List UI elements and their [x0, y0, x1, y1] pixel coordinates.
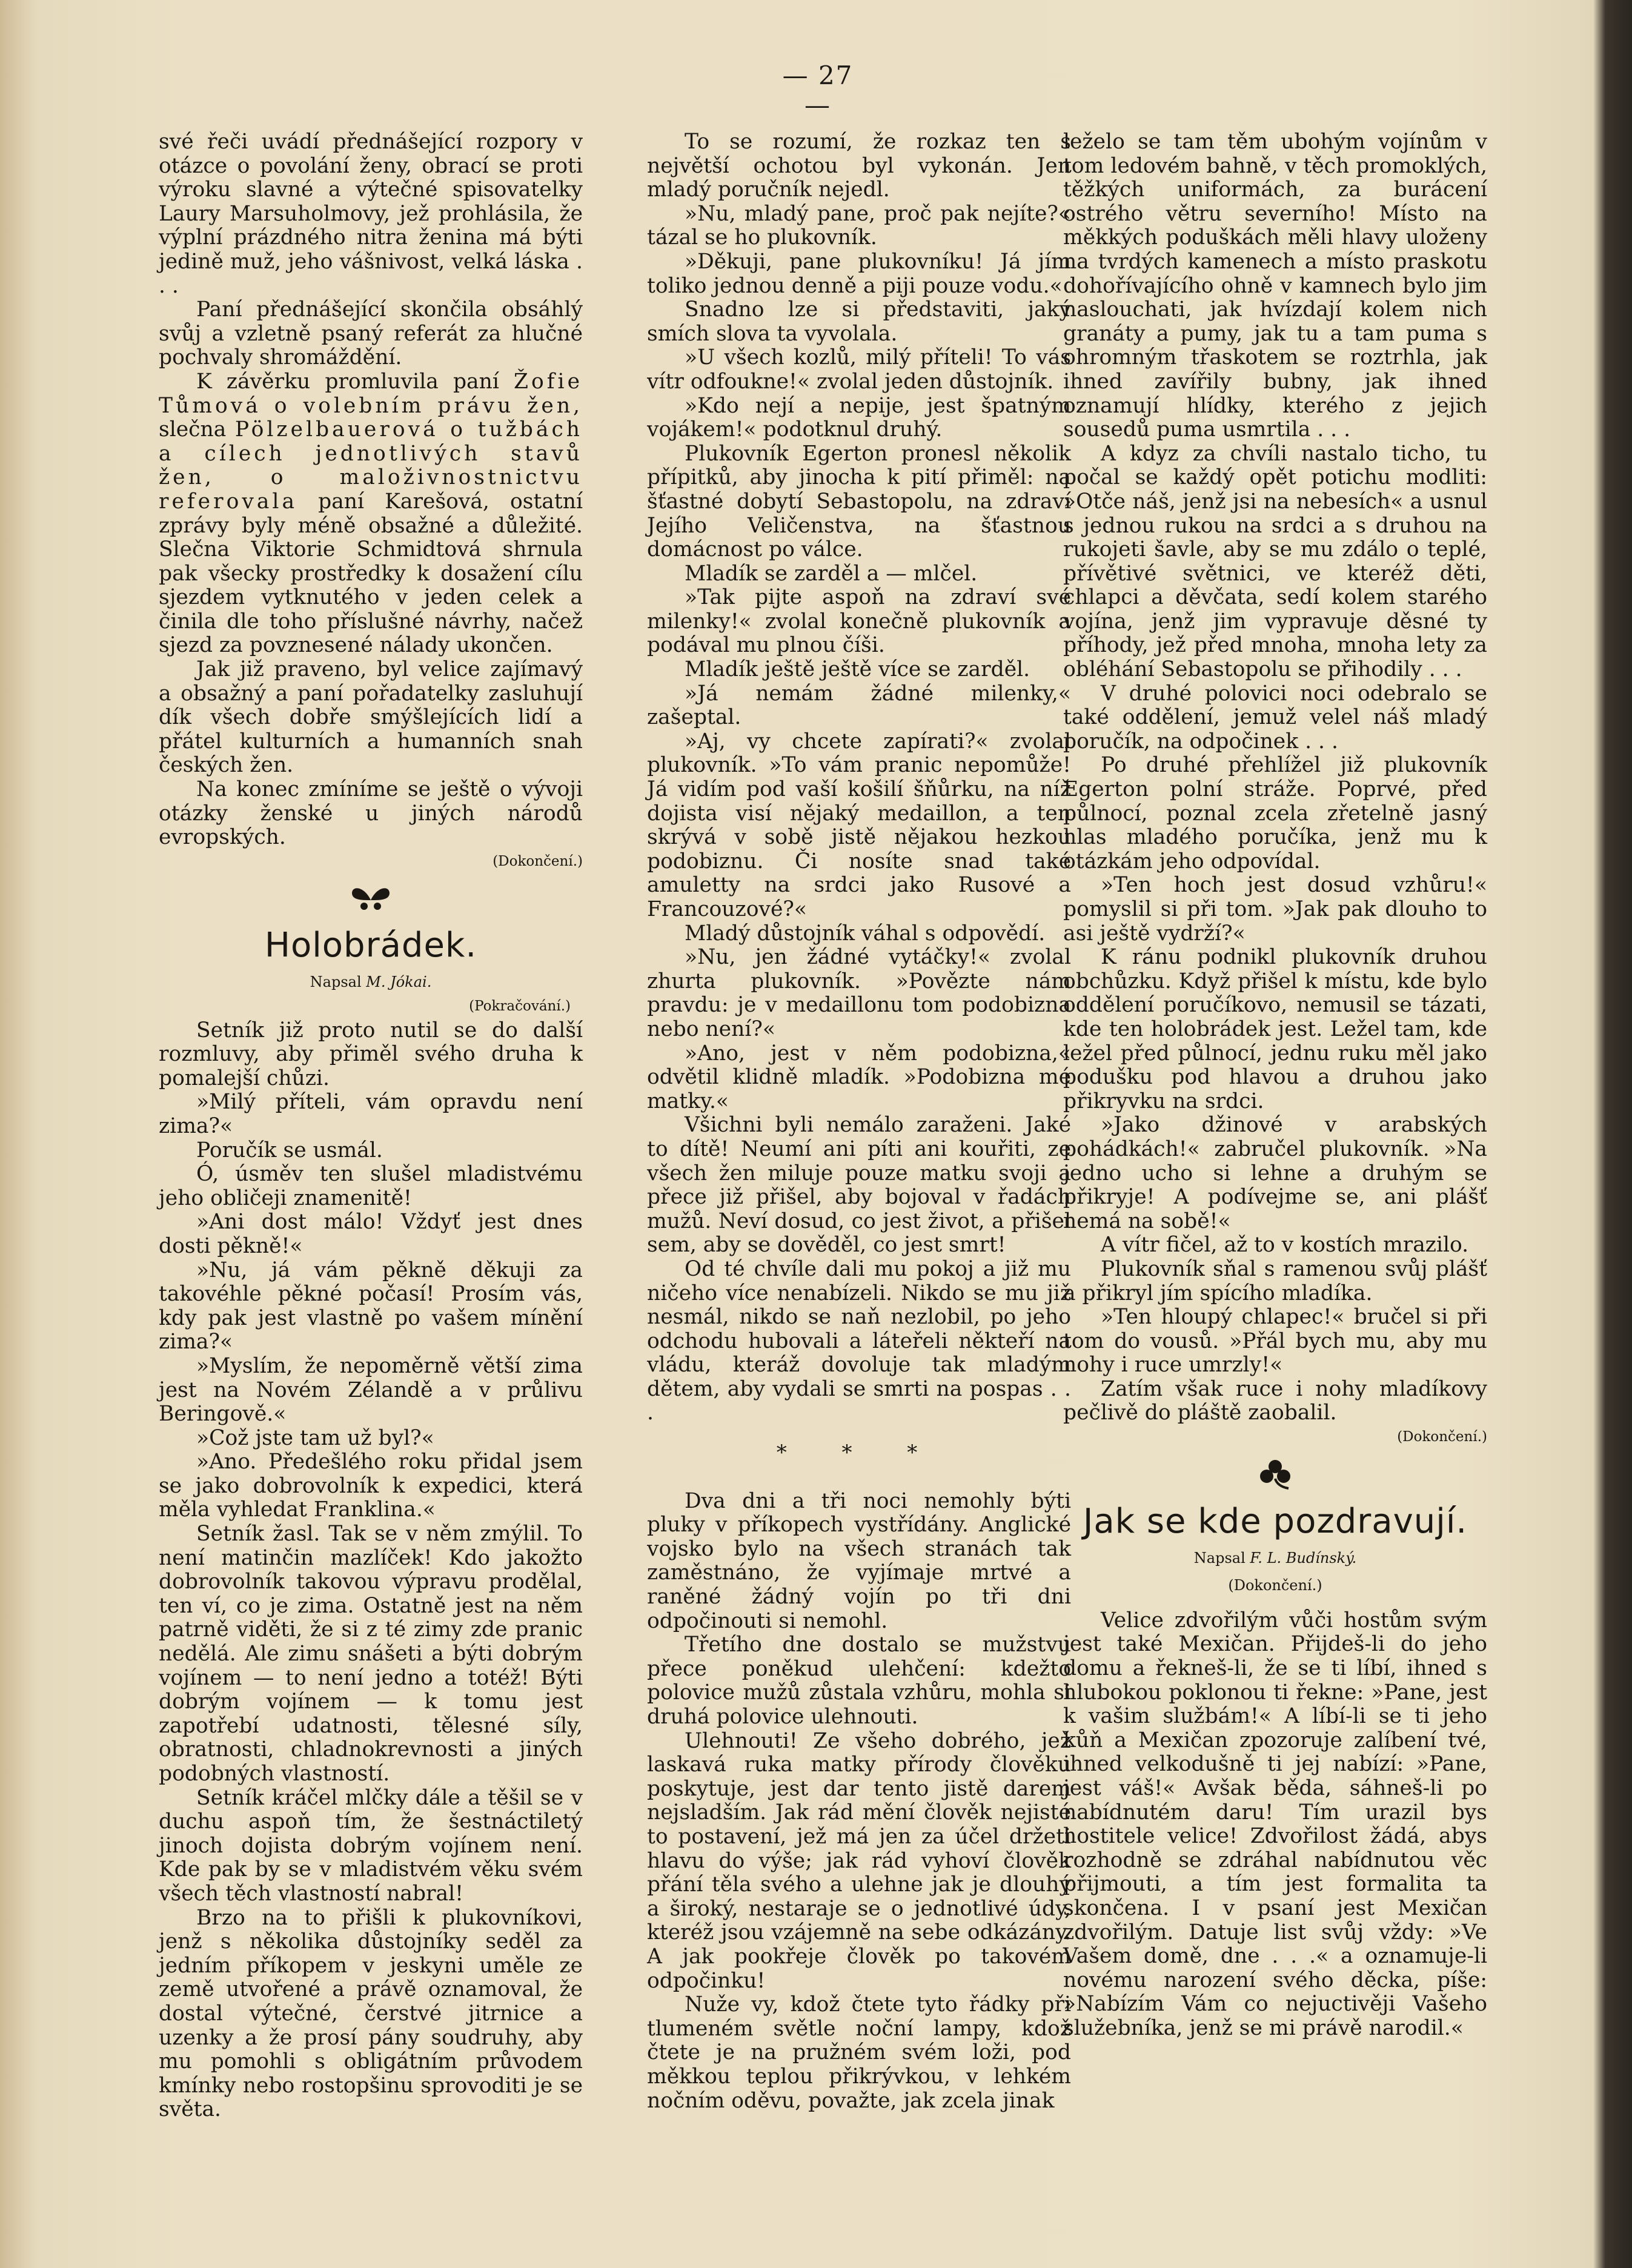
paragraph: »Ani dost málo! Vždyť jest dnes dosti pěkně!«	[159, 1210, 583, 1258]
paragraph: Dva dni a tři noci nemohly býti pluky v příkopech vystřídány. Anglické vojsko bylo na všech stranách tak zaměstnáno, že vyjímaje mrtvé a raněné žádný vojín po tři dni odpočinouti si nemohl.	[647, 1488, 1071, 1633]
text-run: paní Karešová, ostatní zprávy byly méně obsažné a důležité. Slečna Viktorie Schmidtová shrnula pak všecky prostředky k dosažení cílu sjezdem vytknutého v jeden celek a činila dle toho příslušné návrhy, načež sjezd za povznesené nálady ukončen.	[159, 489, 583, 658]
story-title: Holobrádek.	[264, 926, 477, 966]
text-run: slečna	[159, 417, 235, 442]
paragraph: Nuže vy, kdož čtete tyto řádky při tlumeném světle noční lampy, kdož čtete je na pružném svém loži, pod měkkou teplou přikrývkou, v lehkém nočním oděvu, považte, jak zcela jinak	[647, 1992, 1071, 2113]
text-run: o	[214, 465, 340, 490]
paragraph: Plukovník sňal s ramenou svůj plášť a přikryl jím spícího mladíka.	[1063, 1256, 1487, 1305]
paragraph: Snadno lze si představiti, jaký smích slova ta vyvolala.	[647, 297, 1071, 346]
column-right	[1063, 130, 1487, 2041]
paragraph: »Kdo nejí a nepije, jest špatným vojákem!« podotknul druhý.	[647, 393, 1071, 442]
article-byline	[1063, 1547, 1487, 1571]
paragraph: Setník žasl. Tak se v něm zmýlil. To není matinčin mazlíček! Kdo jakožto dobrovolník takovou výpravu prodělal, ten ví, co je zima. Ostatně jest na něm patrně viděti, že si z té zimy zde pranic nedělá. Ale zimu snášeti a býti dobrým vojínem — to není jedno a totéž! Býti dobrým vojínem — k tomu jest zapotřebí udatnosti, tělesné síly, obratnosti, chladnokrevnosti a jiných podobných vlastností.	[159, 1522, 583, 1786]
spaced-text: maloživnostnictvu referovala	[159, 465, 583, 514]
paragraph: »Ten hloupý chlapec!« bručel si při tom do vousů. »Přál bych mu, aby mu nohy i ruce umrzly!«	[1063, 1305, 1487, 1378]
paragraph: »U všech kozlů, milý příteli! To vás vítr odfoukne!« zvolal jeden důstojník.	[647, 345, 1071, 394]
article-author: F. L. Budínský.	[1250, 1549, 1357, 1567]
paragraph: V druhé polovici noci odebralo se také oddělení, jemuž velel náš mladý poručík, na odpočinek . . .	[1063, 681, 1487, 754]
continuation-note: (Dokončení.)	[1397, 1429, 1487, 1445]
continuation-note: (Pokračování.)	[469, 998, 571, 1014]
byline-prefix: Napsal	[1193, 1549, 1250, 1567]
paragraph: Plukovník Egerton pronesl několik přípitků, aby jinocha k pití přiměl: na šťastné dobytí Sebastopolu, na zdraví Jejího Veličenstva, na šťastnou domácnost po válce.	[647, 441, 1071, 562]
paragraph: Mladík se zarděl a — mlčel.	[685, 561, 978, 586]
paragraph: Brzo na to přišli k plukovníkovi, jenž s několika důstojníky seděl za jedním příkopem v jeskyni uměle ze země utvořené a právě oznamoval, že dostal výtečné, čerstvé jitrnice a uzenky a že prosí pány soudruhy, aby mu pomohli s obligátním průvodem kmínky nebo rostopšinu sprovoditi je se světa.	[159, 1905, 583, 2122]
continuation-note: (Dokončení.)	[493, 853, 583, 869]
paragraph: Velice zdvořilým vůči hostům svým jest také Mexičan. Přijdeš-li do jeho domu a řekneš-li, že se ti líbí, ihned s hlubokou poklonou ti řekne: »Pane, jest k vašim službám!« A líbí-li se ti jeho kůň a Mexičan zpozoruje zalíbení tvé, ihned velkodušně ti jej nabízí: »Pane, jest váš!« Avšak běda, sáhneš-li po nabídnutém daru! Tím urazil bys hostitele velice! Zdvořilost žádá, abys rozhodně se zdráhal nabídnutou věc přijmouti, a tím jest formalita ta skončena. I v psaní jest Mexičan zdvořilým. Datuje list svůj vždy: »Ve Vašem domě, dne . . .« a oznamuje-li novému narození svého děcka, píše: »Nabízím Vám co nejuctivěji Vašeho služebníka, jenž se mi právě narodil.«	[1063, 1608, 1487, 2040]
paragraph: Zatím však ruce i nohy mladíkovy pečlivě do pláště zaobalil.	[1063, 1376, 1487, 1425]
continuation-note: (Dokončení.)	[1228, 1577, 1322, 1594]
paragraph: »Což jste tam už byl?«	[196, 1425, 434, 1450]
byline-prefix: Napsal	[310, 973, 367, 991]
column-middle	[647, 130, 1071, 2113]
paragraph: A kdyz za chvíli nastalo ticho, tu počal se každý opět potichu modliti: »Otče náš, jenž jsi na nebesích« a usnul s jednou rukou na srdci a s druhou na rukojeti šavle, aby se mu zdálo o teplé, přívětivé světnici, ve kteréž děti, chlapci a děvčata, sedí kolem starého vojína, jenž jim vypravuje děsné ty příhody, jež před mnoha, mnoha lety za obléhání Sebastopolu se přihodily . . .	[1063, 441, 1487, 682]
paragraph: »Ten hoch jest dosud vzhůru!« pomyslil si při tom. »Jak pak dlouho to asi ještě vydrží?«	[1063, 873, 1487, 946]
paragraph: »Nu, já vám pěkně děkuji za takovéhle pěkné počasí! Prosím vás, kdy pak jest vlastně po vašem mínění zima?«	[159, 1258, 583, 1354]
paragraph: Třetího dne dostalo se mužstvu přece poněkud ulehčení: kdežto polovice mužů zůstala vzhůru, mohla si druhá polovice ulehnouti.	[647, 1633, 1071, 1729]
paragraph: »Já nemám žádné milenky,« zašeptal.	[647, 681, 1071, 730]
paragraph: Od té chvíle dali mu pokoj a již mu ničeho více nenabízeli. Nikdo se mu již nesmál, nikdo se naň nezlobil, po jeho odchodu hubovali a láteřeli někteří na vládu, kteráž dovoluje tak mladým dětem, aby vydali se smrti na pospas . . .	[647, 1256, 1071, 1425]
paragraph: »Aj, vy chcete zapírati?« zvolal plukovník. »To vám pranic nepomůže! Já vidím pod vaší košilí šňůrku, na níž dojista visí nějaký medaillon, a ten skrývá v sobě jistě nějakou hezkou podobiznu. Či nosíte snad také amuletty na srdci jako Rusové a Francouzové?«	[647, 729, 1071, 921]
paragraph: Na konec zmíníme se ještě o vývoji otázky ženské u jiných národů evropských.	[159, 777, 583, 850]
paragraph: Po druhé přehlížel již plukovník Egerton polní stráže. Poprvé, před půlnocí, poznal zcela zřetelně jasný hlas mladého poručíka, jenž mu k otázkám jeho odpovídal.	[1063, 753, 1487, 874]
ornament-icon	[1063, 1458, 1487, 1494]
ornament-icon	[159, 882, 583, 918]
article-title: Jak se kde pozdravují.	[1083, 1501, 1468, 1541]
paragraph: »Nu, jen žádné vytáčky!« zvolal zhurta plukovník. »Povězte nám pravdu: je v medaillonu tom podobizna nebo není?«	[647, 945, 1071, 1041]
paragraph: Paní přednášející skončila obsáhlý svůj a vzletně psaný referát za hlučné pochvaly shromáždění.	[159, 297, 583, 370]
paragraph: A vítr fičel, až to v kostích mrazilo.	[1101, 1233, 1469, 1258]
paragraph: Ulehnouti! Ze všeho dobrého, jež laskavá ruka matky přírody člověku poskytuje, jest dar tento jistě darem nejsladším. Jak rád mění člověk nejisté to postavení, jež má jen za účel držeti hlavu do výše; jak rád vyhoví člověk přání těla svého a ulehne jak je dlouhý a široký, nestaraje se o jednotlivé údy, kteréž jsou vzájemně na sebe odkázány. A jak pookřeje člověk po takovém odpočinku!	[647, 1728, 1071, 1993]
paragraph: »Ano. Předešlého roku přidal jsem se jako dobrovolník k expedici, která měla vyhledat Franklina.«	[159, 1450, 583, 1522]
paragraph: »Děkuji, pane plukovníku! Já jím toliko jednou denně a piji pouze vodu.«	[647, 249, 1071, 298]
paragraph: Setník kráčel mlčky dále a těšil se v duchu aspoň tím, že šestnáctiletý jinoch dojista dobrým vojínem není. Kde pak by se v mladistvém věku svém všech těch vlastností nabral!	[159, 1785, 583, 1906]
paragraph: »Nu, mladý pane, proč pak nejíte?« tázal se ho plukovník.	[647, 201, 1071, 250]
paragraph: Jak již praveno, byl velice zajímavý a obsažný a paní pořadatelky zasluhují dík všech dobře smýšlejících lidí a přátel kulturních a humanních snah českých žen.	[159, 657, 583, 778]
paragraph: »Jako džinové v arabských pohádkách!« zabručel plukovník. »Na jedno ucho si lehne a druhým se přikryje! A podívejme se, ani plášť nemá na sobě!«	[1063, 1113, 1487, 1233]
spaced-text: Žofie Tůmová o volebním právu žen,	[159, 369, 583, 418]
paragraph	[159, 370, 583, 658]
paragraph: K ránu podnikl plukovník druhou obchůzku. Když přišel k místu, kde bylo oddělení poručíkovo, nemusil se tázati, kde ten holobrádek jest. Ležel tam, kde ležel před půlnocí, jednu ruku měl jako podušku pod hlavou a druhou jako přikryvku na srdci.	[1063, 945, 1487, 1113]
spaced-text: Pölzelbauerová o tužbách a cílech jednotlivých stavů žen,	[159, 417, 583, 490]
column-left	[159, 130, 583, 2122]
paragraph: »Milý příteli, vám opravdu není zima?«	[159, 1090, 583, 1138]
page-number: — 27 —	[782, 61, 854, 120]
section-break: * * *	[776, 1441, 942, 1465]
paragraph: »Tak pijte aspoň na zdraví své milenky!« zvolal konečně plukovník a podával mu plnou číši.	[647, 585, 1071, 658]
paragraph: »Myslím, že nepoměrně větší zima jest na Novém Zélandě a v průlivu Beringově.«	[159, 1353, 583, 1427]
paragraph: To se rozumí, že rozkaz ten s největší ochotou byl vykonán. Jen mladý poručník nejedl.	[647, 130, 1071, 202]
paragraph: Mladý důstojník váhal s odpovědí.	[685, 921, 1046, 946]
paragraph: Všichni byli nemálo zaraženi. Jaké to dítě! Neumí ani píti ani kouřiti, ze všech žen miluje pouze matku svoji a přece již přišel, aby bojoval v řadách mužů. Neví dosud, co jest život, a přišel sem, aby se dověděl, co jest smrt!	[647, 1113, 1071, 1258]
paragraph: své řeči uvádí přednášející rozpory v otázce o povolání ženy, obrací se proti výroku slavné a výtečné spisovatelky Laury Marsuholmovy, jež prohlásila, že výplní prázdného nitra ženina má býti jedině muž, jeho vášnivost, velká láska . . .	[159, 130, 583, 298]
paragraph: leželo se tam těm ubohým vojínům v tom ledovém bahně, v těch promoklých, těžkých uniformách, za burácení ostrého větru severního! Místo na měkkých poduškách měli hlavy uloženy na tvrdých kamenech a místo praskotu dohořívajícího ohně v kamnech bylo jim naslouchati, jak hvízdají kolem nich granáty a pumy, jak tu a tam puma s ohromným třaskotem se roztrhla, jak ihned zavířily bubny, jak ihned oznamují hlídky, kterého z jejich sousedů puma usmrtila . . .	[1063, 130, 1487, 442]
text-run: K závěrku promluvila paní	[196, 369, 514, 394]
paragraph: Ó, úsměv ten slušel mladistvému jeho obličeji znamenitě!	[159, 1162, 583, 1210]
paragraph: »Ano, jest v něm podobizna,« odvětil klidně mladík. »Podobizna mé matky.«	[647, 1041, 1071, 1113]
paragraph: Poručík se usmál.	[196, 1138, 383, 1162]
story-byline	[159, 970, 583, 995]
paragraph: Mladík ještě ještě více se zarděl.	[685, 657, 1030, 682]
paragraph: Setník již proto nutil se do další rozmluvy, aby přiměl svého druha k pomalejší chůzi.	[159, 1018, 583, 1090]
story-author: M. Jókai.	[366, 973, 432, 991]
